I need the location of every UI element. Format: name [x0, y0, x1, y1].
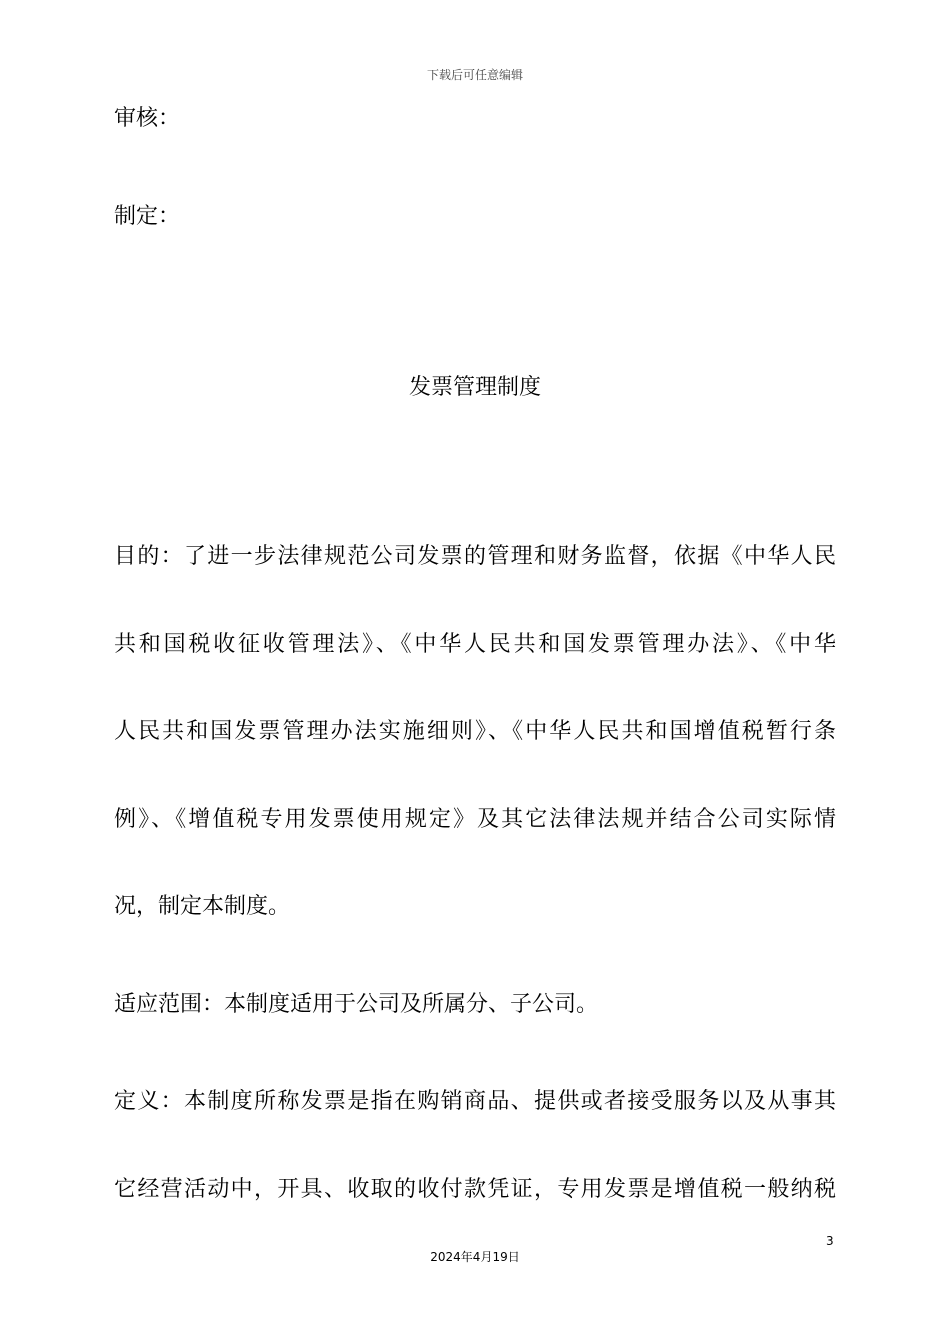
scope-line: 适应范围：本制度适用于公司及所属分、子公司。 — [114, 992, 599, 1017]
scope-paragraph — [114, 961, 836, 1049]
author-label: 制定： — [114, 204, 181, 229]
purpose-line: 况，制定本制度。 — [114, 894, 291, 919]
purpose-line: 目的：了进一步法律规范公司发票的管理和财务监督，依据《中华人民 — [114, 544, 836, 569]
purpose-paragraph — [114, 513, 836, 951]
reviewer-label: 审核： — [114, 106, 181, 131]
purpose-line: 共和国税收征收管理法》、《中华人民共和国发票管理办法》、《中华 — [114, 631, 836, 657]
definition-line: 定义：本制度所称发票是指在购销商品、提供或者接受服务以及从事其 — [114, 1089, 836, 1114]
purpose-line: 例》、《增值税专用发票使用规定》及其它法律法规并结合公司实际情 — [114, 806, 836, 832]
document-title: 发票管理制度 — [408, 375, 541, 400]
definition-paragraph — [114, 1058, 836, 1233]
header-note: 下载后可任意编辑 — [426, 68, 523, 82]
footer-date: 2024年4月19日 — [430, 1250, 520, 1264]
purpose-line: 人民共和国发票管理办法实施细则》、《中华人民共和国增值税暂行条 — [114, 719, 836, 744]
definition-line: 它经营活动中，开具、收取的收付款凭证，专用发票是增值税一般纳税 — [114, 1176, 836, 1202]
page-number: 3 — [826, 1234, 834, 1248]
